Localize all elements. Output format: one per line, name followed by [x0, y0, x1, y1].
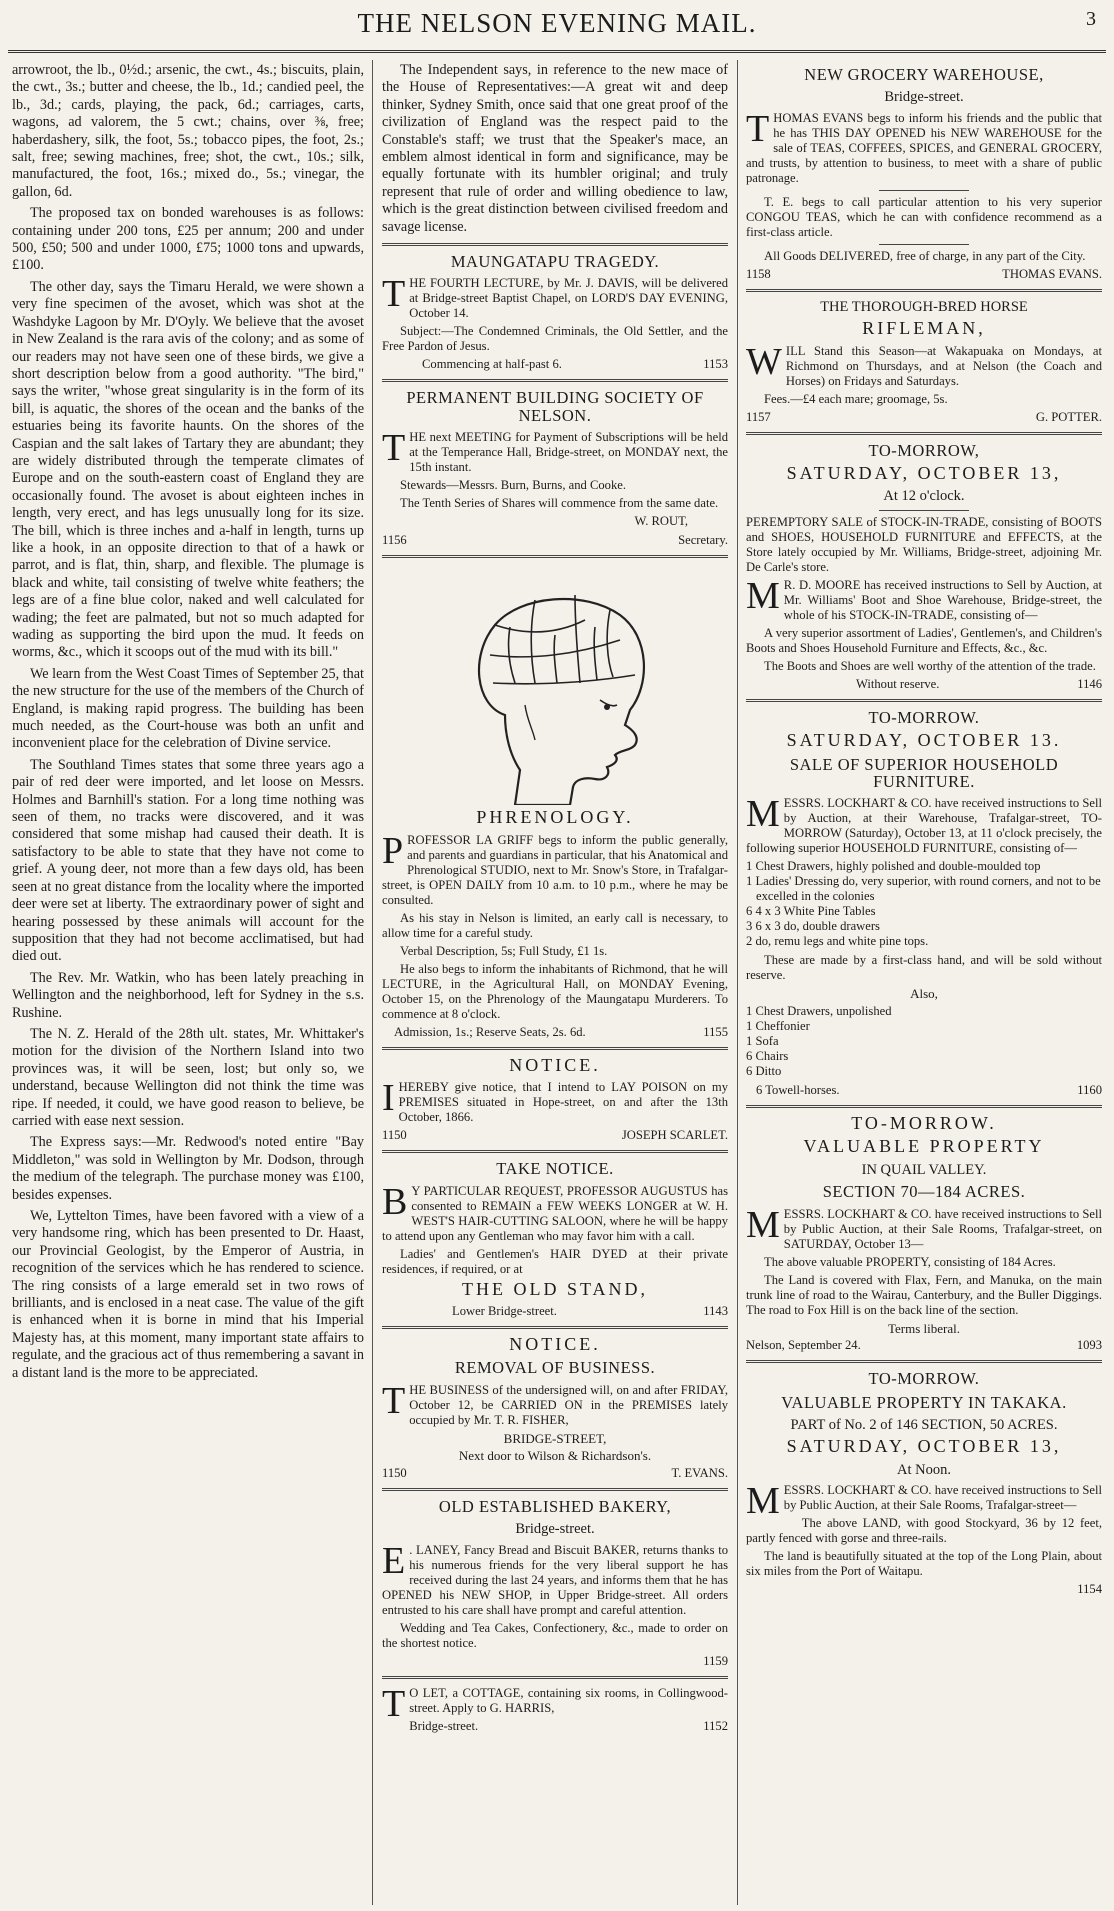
advert-number: 1143 — [703, 1303, 728, 1318]
drop-cap: I — [382, 1077, 395, 1120]
advert-subheading: RIFLEMAN, — [862, 318, 986, 339]
advert-date: SATURDAY, OCTOBER 13. — [786, 730, 1062, 751]
advert-number: 1159 — [703, 1653, 728, 1668]
news-paragraph: We learn from the West Coast Times of September 25, that the new structure for the use of the members of the Church of England, is making rapid progress. The building has been much needed, as the Court-house was both an unfit and inconvenient place for the celebration of Divine service. — [12, 665, 364, 752]
list-item: 2 do, remu legs and white pine tops. — [746, 934, 929, 949]
advert-heading: THE THOROUGH-BRED HORSE — [820, 298, 1028, 315]
advert-grocery — [746, 66, 1102, 282]
column-divider — [372, 60, 373, 1905]
advert-number: 1093 — [1076, 1338, 1102, 1353]
advert-number: 1157 — [746, 409, 771, 424]
advert-heading: MAUNGATAPU TRAGEDY. — [450, 252, 660, 272]
advert-maungatapu — [382, 253, 728, 372]
advert-body: Y PARTICULAR REQUEST, PROFESSOR AUGUSTUS has consented to REMAIN a FEW WEEKS LONGER at W. H. WEST'S HAIR-CUTTING SALOON, where he will be happy to attend upon any Gentleman who may favor him with a call. — [382, 1183, 728, 1243]
divider — [382, 1488, 728, 1491]
advert-date: SATURDAY, OCTOBER 13, — [786, 463, 1062, 484]
news-paragraph: The other day, says the Timaru Herald, we were shown a very fine specimen of the avoset, which was shot at the Washdyke Lagoon by Mr. D'Oyly. We believe that the avoset in New Zealand is the rara avis of the colony; and as some of our readers may not have seen one of these birds, we give a short description below from a good authority. "The bird," says the writer, "whose great singularity is in the form of its bill, is aquatic, the shores of the ocean and the banks of the estuaries being its favorite haunts. On the shores of the Caspian and the salt lakes of Tartary they are abundant; they are widely distributed through the temperate climates of Europe and on the south-eastern coast of England they are occasionally found. The avoset is about eighteen inches in length, very erect, and has legs unusually long for its size. The bill, which is three inches and a-half in length, turns up like a hook, in an opposite direction to that of a hawk or parrot, and is flat, thin, sharp, and flexible. The plumage is black and white, tail consisting of twelve white feathers; the legs are of a fine blue color, naked and well calculated for wading; the feet are palmated, but not so much adapted for wading as supporting the bird upon the mud. It feeds on worms, &c., which it scoops out of the mud with its bill." — [12, 278, 364, 661]
drop-cap: M — [746, 1203, 780, 1246]
advert-heading: NOTICE. — [509, 1054, 601, 1075]
news-column — [12, 62, 364, 1902]
advert-removal — [382, 1333, 728, 1481]
advert-heading: OLD ESTABLISHED BAKERY, — [438, 1496, 672, 1516]
advert-body: HE FOURTH LECTURE, by Mr. J. DAVIS, will be delivered at Bridge-street Baptist Chapel, on LORD'S DAY EVENING, October 14. — [409, 276, 728, 321]
phrenology-head-illustration — [435, 565, 675, 805]
divider — [382, 1676, 728, 1679]
divider — [746, 1105, 1102, 1108]
advert-heading: TO-MORROW. — [868, 1369, 980, 1389]
short-rule — [879, 244, 969, 245]
divider — [382, 1047, 728, 1050]
advert-number: 1158 — [746, 266, 771, 281]
advert-sale-quail-valley — [746, 1112, 1102, 1353]
drop-cap: P — [382, 829, 404, 872]
furniture-list — [746, 859, 1102, 949]
advert-address: Lower Bridge-street. — [452, 1303, 557, 1318]
drop-cap: M — [746, 574, 780, 617]
advert-subheading: Bridge-street. — [515, 1521, 595, 1538]
advert-subheading: VALUABLE PROPERTY — [803, 1136, 1045, 1157]
advert-subheading: REMOVAL OF BUSINESS. — [454, 1358, 656, 1378]
advert-heading: TO-MORROW. — [851, 1112, 997, 1133]
advert-phrenology — [382, 565, 728, 1039]
drop-cap: T — [382, 1379, 406, 1422]
advert-subheading: Bridge-street. — [884, 89, 964, 106]
advert-text: Fees.—£4 each mare; groomage, 5s. — [764, 391, 948, 406]
advert-text: The above valuable PROPERTY, consisting of 184 Acres. — [764, 1254, 1056, 1269]
advert-body: HE BUSINESS of the undersigned will, on and after FRIDAY, October 12, be CARRIED ON in the PREMISES lately occupied by Mr. T. R. FISHER, — [409, 1382, 728, 1427]
advert-heading: TO-MORROW, — [868, 440, 980, 460]
advert-number: 1155 — [703, 1024, 728, 1039]
advert-text: T. E. begs to call particular attention to his very superior CONGOU TEAS, which he can with confidence recommend as a first-class article. — [746, 194, 1102, 239]
masthead — [0, 0, 1114, 56]
advert-text: He also begs to inform the inhabitants of Richmond, that he will LECTURE, in the Agricultural Hall, on MONDAY Evening, October 15, on the Phrenology of the Maungatapu Murderers. To commence at 8 o'clock. — [382, 961, 728, 1021]
divider — [382, 1326, 728, 1329]
advert-text: The land is beautifully situated at the top of the Long Plain, about six miles from the Port of Waitapu. — [746, 1549, 1102, 1579]
mace-paragraph: The Independent says, in reference to the new mace of the House of Representatives:—A great wit and deep thinker, Sydney Smith, once said that one great proof of the civilization of England was the respect paid to the Constable's staff; we trust that the Speaker's mace, an emblem almost identical in form and significance, may be equally fortunate with its humbler original; and truly represent that rule of order and willing obedience to law, which is the great distinction between civilised freedom and savage license. — [382, 62, 728, 235]
advert-text: Also, — [910, 986, 938, 1002]
advert-body: ROFESSOR LA GRIFF begs to inform the public generally, and parents and guardians in particular, that his Anatomical and Phrenological STUDIO, next to Mr. Snow's Store, in Trafalgar-street, is OPEN DAILY from 10 a.m. to 10 p.m., where he may be consulted. — [382, 832, 728, 907]
advert-subheading: SECTION 70—184 ACRES. — [822, 1182, 1026, 1202]
column-divider — [737, 60, 738, 1905]
drop-cap: T — [382, 273, 406, 316]
advert-footer: Commencing at half-past 6. — [422, 357, 562, 372]
advert-signer: W. ROUT, — [634, 514, 688, 529]
masthead-rule — [8, 50, 1106, 53]
list-item: 6 Ditto — [746, 1063, 782, 1078]
advert-footer: Without reserve. — [856, 676, 940, 691]
list-item: 1 Chest Drawers, highly polished and double-moulded top — [746, 859, 1041, 874]
advert-text: Terms liberal. — [887, 1320, 960, 1336]
advert-number: 1154 — [1077, 1582, 1102, 1597]
advert-body: R. D. MOORE has received instructions to Sell by Auction, at Mr. Williams' Boot and Shoe Warehouse, Bridge-street, the whole of his STOCK-IN-TRADE, consisting of— — [783, 577, 1102, 622]
list-item: 3 6 x 3 do, double drawers — [746, 919, 880, 934]
advert-subheading: VALUABLE PROPERTY IN TAKAKA. — [781, 1392, 1067, 1412]
news-paragraph: The proposed tax on bonded warehouses is as follows: containing under 200 tons, £25 per annum; 200 and under 500, £50; 500 and under 1000, £75; 1000 tons and upwards, £100. — [12, 205, 364, 274]
advert-body: ESSRS. LOCKHART & CO. have received instructions to Sell by Auction, at their Warehouse, Trafalgar-street, TO-MORROW (Saturday), October 13, at 11 o'clock precisely, the following superior HOUSEHOLD FURNITURE, consisting of— — [746, 796, 1102, 856]
advert-number: 1152 — [703, 1718, 728, 1733]
divider — [746, 1360, 1102, 1363]
advert-notice-poison — [382, 1054, 728, 1143]
advert-heading: TAKE NOTICE. — [496, 1159, 614, 1179]
advert-date: SATURDAY, OCTOBER 13, — [786, 1436, 1062, 1457]
advert-text: Verbal Description, 5s; Full Study, £1 1s. — [400, 943, 608, 958]
news-paragraph: We, Lyttelton Times, have been favored with a view of a very handsome ring, which has been presented to Dr. Haast, our Provincial Geologist, by the Emperor of Austria, in recognition of the services which he has rendered to science. The ring consists of a large emerald set in two rows of brilliants, and is enclosed in a neat case. The value of the gift is enhanced when it is borne in mind that his Imperial Majesty has, at this moment, many important state affairs to regulate, and the gracious act of thus remembering a savant in a distant land is the more to be appreciated. — [12, 1208, 364, 1381]
list-item: 6 Chairs — [746, 1048, 789, 1063]
advert-sale-takaka — [746, 1370, 1102, 1597]
news-paragraph: The Express says:—Mr. Redwood's noted entire "Bay Middleton," was sold in Wellington by Mr. Dodson, through the medium of the telegraph. The purchase money was £100, besides expenses. — [12, 1134, 364, 1203]
advert-footer: Bridge-street. — [409, 1718, 479, 1733]
advert-text: The Land is covered with Flax, Fern, and Manuka, on the main trunk line of road to the Wairau, Canterbury, and the Buller Diggings. The road to Fox Hill is on the back line of the section. — [746, 1272, 1102, 1317]
advert-text: All Goods DELIVERED, free of charge, in any part of the City. — [764, 248, 1086, 263]
advert-building-society — [382, 389, 728, 548]
advert-text: PEREMPTORY SALE of STOCK-IN-TRADE, consisting of BOOTS and SHOES, HOUSEHOLD FURNITURE and EFFECTS, at the Store lately occupied by Mr. Williams, Bridge-street, adjoining Mr. De Carle's store. — [746, 514, 1102, 574]
advert-number: 1153 — [703, 357, 728, 372]
list-item: 6 Towell-horses. — [756, 1082, 840, 1097]
advert-subheading: THE OLD STAND, — [461, 1278, 649, 1299]
advert-role: Secretary. — [678, 533, 728, 548]
advert-time: At Noon. — [897, 1461, 951, 1478]
advert-footer: Admission, 1s.; Reserve Seats, 2s. 6d. — [394, 1024, 586, 1039]
advert-take-notice — [382, 1160, 728, 1319]
advert-signer: G. POTTER. — [1035, 409, 1102, 424]
advert-body: HE next MEETING for Payment of Subscriptions will be held at the Temperance Hall, Bridge-street, on MONDAY next, the 15th instant. — [409, 430, 728, 475]
advert-text: These are made by a first-class hand, and will be sold without reserve. — [746, 953, 1102, 983]
advert-heading: NEW GROCERY WAREHOUSE, — [804, 65, 1044, 84]
advert-subheading: SALE OF SUPERIOR HOUSEHOLD FURNITURE. — [789, 754, 1059, 792]
advert-text: Ladies' and Gentlemen's HAIR DYED at their private residences, if required, or at — [382, 1246, 728, 1276]
advert-number: 1150 — [382, 1128, 407, 1143]
advert-body: ESSRS. LOCKHART & CO. have received instructions to Sell by Public Auction, at their Sale Rooms, Trafalgar-street, on SATURDAY, October 13— — [783, 1206, 1102, 1251]
advert-sale-furniture — [746, 709, 1102, 1098]
drop-cap: M — [746, 1480, 780, 1523]
divider — [746, 699, 1102, 702]
advert-body: . LANEY, Fancy Bread and Biscuit BAKER, returns thanks to his numerous friends for the very liberal support he has received during the last 24 years, and informs them that he has OPENED his NEW SHOP, in Upper Bridge-street. All orders entrusted to his care shall have prompt and careful attention. — [382, 1542, 728, 1617]
advert-horse — [746, 299, 1102, 425]
advert-body: O LET, a COTTAGE, containing six rooms, in Collingwood-street. Apply to G. HARRIS, — [409, 1685, 728, 1715]
divider — [382, 1150, 728, 1153]
advert-text: A very superior assortment of Ladies', Gentlemen's, and Children's Boots and Shoes Household Furniture and Effects, &c., &c. — [746, 625, 1102, 655]
advert-number: 1150 — [382, 1465, 407, 1480]
news-paragraph: The Southland Times states that some three years ago a pair of red deer were imported, and let loose on Messrs. Holmes and Barnhill's station. For a long time nothing was seen of them, no tracks were discovered, and it was considered that some mishap had caused their death. It is satisfactory to be able to state that they have not come to grief. A young deer, not more than a few days old, has been seen at no great distance from the locality where the imported deer were set at liberty. The extraordinary power of sight and hearing possessed by these animals will account for the supposition that they had not become acclimatised, but had died out. — [12, 756, 364, 965]
divider — [382, 555, 728, 558]
short-rule — [879, 190, 969, 191]
furniture-list — [746, 1004, 1102, 1079]
advert-body: ESSRS. LOCKHART & CO. have received instructions to Sell by Public Auction, at their Sale Rooms, Trafalgar-street— — [783, 1483, 1102, 1513]
advert-signer: T. EVANS. — [671, 1465, 728, 1480]
news-paragraph: The N. Z. Herald of the 28th ult. states, Mr. Whittaker's motion for the division of the Northern Island into two provinces was, it will be seen, lost; but only so, we understand, because Wellington did not think the time was ripe. If needed, it could, we have good reason to believe, be carried with ease next session. — [12, 1025, 364, 1129]
list-item: 1 Chest Drawers, unpolished — [746, 1003, 892, 1018]
advert-text: Next door to Wilson & Richardson's. — [458, 1448, 652, 1464]
newspaper-title: THE NELSON EVENING MAIL. — [357, 8, 757, 38]
list-item: 1 Ladies' Dressing do, very superior, with round corners, and not to be excelled in the colonies — [746, 874, 1101, 904]
advert-text: Stewards—Messrs. Burn, Burns, and Cooke. — [400, 478, 626, 493]
advert-subheading: PART of No. 2 of 146 SECTION, 50 ACRES. — [790, 1416, 1058, 1433]
page-number: 3 — [1086, 8, 1096, 30]
news-column — [746, 62, 1102, 1902]
advert-heading: PHRENOLOGY. — [476, 807, 634, 828]
advert-heading: TO-MORROW. — [868, 707, 980, 727]
divider — [382, 379, 728, 382]
advert-subheading: IN QUAIL VALLEY. — [861, 1161, 987, 1178]
advert-number: 1146 — [1077, 676, 1102, 691]
drop-cap: B — [382, 1180, 408, 1223]
advert-sale-stock — [746, 442, 1102, 692]
advert-signer: JOSEPH SCARLET. — [621, 1128, 728, 1143]
advert-signer: THOMAS EVANS. — [1002, 266, 1102, 281]
advert-text: Subject:—The Condemned Criminals, the Old Settler, and the Free Pardon of Jesus. — [382, 324, 728, 354]
short-rule — [879, 510, 969, 511]
divider — [746, 432, 1102, 435]
drop-cap: T — [382, 1682, 406, 1725]
advert-bakery — [382, 1498, 728, 1669]
drop-cap: M — [746, 793, 780, 836]
advert-number: 1160 — [1077, 1082, 1102, 1097]
advert-text: BRIDGE-STREET, — [503, 1430, 607, 1446]
news-paragraph: The Rev. Mr. Watkin, who has been lately preaching in Wellington and the neighborhood, left for Sydney in the s.s. Rushine. — [12, 969, 364, 1021]
advert-text: The Tenth Series of Shares will commence from the same date. — [400, 496, 719, 511]
advert-text: The above LAND, with good Stockyard, 36 by 12 feet, partly fenced with gorse and three-rails. — [746, 1516, 1102, 1546]
advert-text: The Boots and Shoes are well worthy of the attention of the trade. — [764, 658, 1096, 673]
advert-body: ILL Stand this Season—at Wakapuaka on Mondays, at Richmond on Thursdays, and at Nelson (the Coach and Horses) on Fridays and Saturdays. — [785, 343, 1102, 388]
list-item: 6 4 x 3 White Pine Tables — [746, 904, 876, 919]
tariff-paragraph: arrowroot, the lb., 0½d.; arsenic, the cwt., 4s.; biscuits, plain, the cwt., 3s.; butter and cheese, the lb., 1d.; candied peel, the lb., 3d.; cards, playing, the pack, 6d.; carriages, carts, wagons, ad valorem, the 5 cwt.; chains, over ⅜, free; haberdashery, silk, the foot, 5s.; tobacco pipes, the foot, 2s.; salt, free; sewing machines, free; shot, the cwt., 10s.; silk, manufactured, the foot, 16s.; mixed do., 5s.; vinegar, the gallon, 6d. — [12, 62, 364, 200]
list-item: 1 Cheffonier — [746, 1018, 810, 1033]
advert-body: HEREBY give notice, that I intend to LAY POISON on my PREMISES situated in Hope-street, on and after the 13th October, 1866. — [398, 1080, 728, 1125]
advert-cottage — [382, 1682, 728, 1734]
divider — [746, 289, 1102, 292]
advert-heading: NOTICE. — [509, 1333, 601, 1354]
drop-cap: T — [746, 107, 770, 150]
advert-number: 1156 — [382, 533, 407, 548]
advert-text: Wedding and Tea Cakes, Confectionery, &c., made to order on the shortest notice. — [382, 1620, 728, 1650]
advert-time: At 12 o'clock. — [883, 488, 965, 505]
divider — [382, 243, 728, 246]
news-column — [382, 62, 728, 1902]
advert-heading: PERMANENT BUILDING SOCIETY OF NELSON. — [406, 388, 704, 425]
drop-cap: E — [382, 1539, 406, 1582]
advert-body: HOMAS EVANS begs to inform his friends and the public that he has THIS DAY OPENED his NEW WAREHOUSE for the sale of TEAS, COFFEES, SPICES, and GENERAL GROCERY, and trusts, by attention to business, to meet with a share of public patronage. — [746, 110, 1102, 185]
list-item: 1 Sofa — [746, 1033, 779, 1048]
advert-footer: Nelson, September 24. — [746, 1338, 861, 1353]
advert-text: As his stay in Nelson is limited, an early call is necessary, to allow time for a careful study. — [382, 910, 728, 940]
drop-cap: T — [382, 427, 406, 470]
drop-cap: W — [746, 340, 782, 383]
